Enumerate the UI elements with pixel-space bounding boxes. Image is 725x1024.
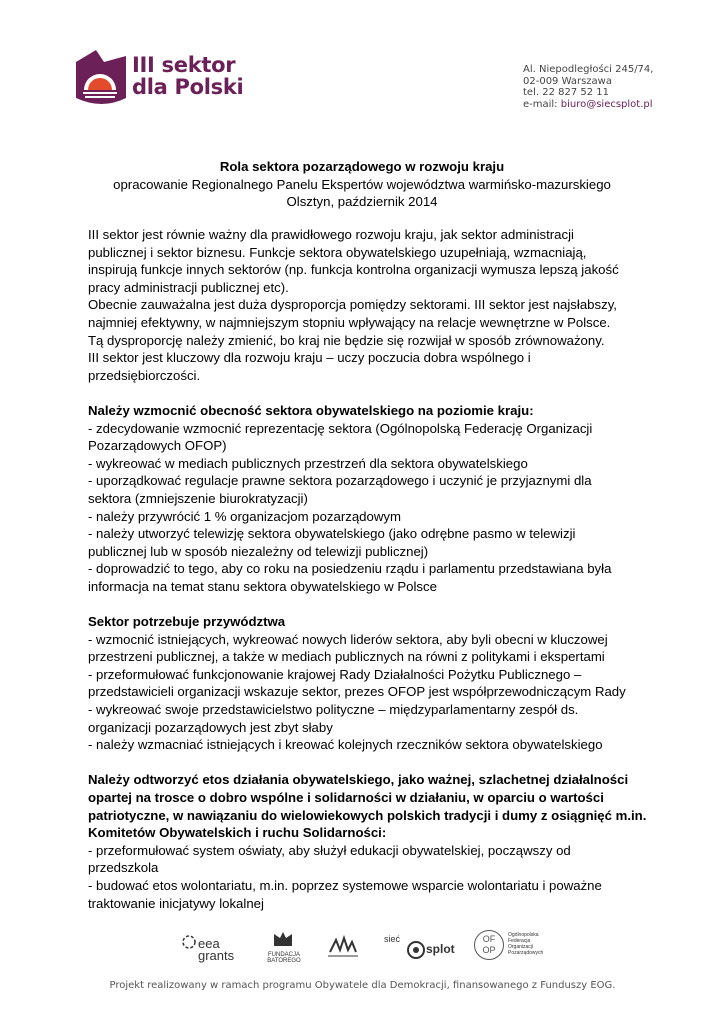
section-2-line: przestrzeni publicznej, a także w mediach publicznych na równi z politykami i ekspertami — [88, 649, 605, 665]
email-label: e-mail: — [523, 98, 561, 110]
section-1-line: publicznej lub w sposób niezależny od telewizji publicznej) — [88, 543, 429, 559]
section-3-line: - budować etos wolontariatu, m.in. poprzez systemowe wsparcie wolontariatu i poważne — [88, 877, 602, 893]
siec-splot-logo — [384, 928, 455, 970]
address-city: 02-009 Warszawa — [523, 75, 612, 87]
address-street: Al. Niepodległości 245/74, — [523, 64, 654, 75]
section-2-line: - wykreować swoje przedstawicielstwo polityczne – międzyparlamentarny zespół ds. — [88, 702, 579, 718]
solidarity-logo — [324, 928, 364, 970]
logo-line-2: dla Polski — [132, 75, 244, 99]
section-1-line: - należy przywrócić 1 % organizacjom pozarządowym — [88, 508, 401, 524]
section-3-line: traktowanie inicjatywy lokalnej — [88, 895, 264, 911]
batorego-text: BATOREGO — [267, 958, 301, 964]
section-3-heading: Komitetów Obywatelskich i ruchu Solidarności: — [88, 825, 387, 841]
ofop-letter: O — [482, 934, 490, 944]
ofop-text-line: Organizacji — [508, 944, 534, 950]
logo — [74, 48, 244, 110]
intro-line: III sektor jest kluczowy dla rozwoju kraju – uczy poczucia dobra wspólnego i — [88, 350, 531, 366]
intro-line: Obecnie zauważalna jest duża dysproporcja pomiędzy sektorami. III sektor jest najsłabszy, — [88, 297, 617, 313]
ofop-letter: P — [489, 945, 496, 955]
section-3-line: przedszkola — [88, 860, 159, 876]
document-subtitle: opracowanie Regionalnego Panelu Ekspertów województwa warmińsko-mazurskiego — [113, 176, 611, 192]
siec-text: sieć — [384, 934, 401, 944]
section-1-line: - doprowadzić to tego, aby co roku na posiedzeniu rządu i parlamentu przedstawiana była — [88, 561, 612, 577]
ofop-letter: F — [489, 934, 496, 944]
section-3-line: - przeformułować system oświaty, aby służył edukacji obywatelskiej, począwszy od — [88, 842, 571, 858]
intro-line: Tą dysproporcję należy zmienić, bo kraj nie będzie się rozwijał w sposób zrównoważony. — [88, 332, 605, 348]
splot-text: splot — [426, 942, 455, 956]
document-body — [88, 226, 648, 912]
email-link[interactable]: biuro@siecsplot.pl — [560, 98, 653, 110]
splot-emblem-icon — [406, 940, 426, 960]
hands-icon — [326, 932, 360, 960]
address-block — [523, 64, 653, 110]
intro-line: pracy administracji publicznej etc). — [88, 279, 289, 295]
ofop-logo — [474, 928, 574, 970]
eea-text: eea — [198, 936, 220, 951]
section-1-line: - wykreować w mediach publicznych przestrzeń dla sektora obywatelskiego — [88, 455, 528, 471]
address-email-row — [523, 99, 653, 111]
section-2-line: przedstawicieli organizacji wskazuje sektor, prezes OFOP jest współprzewodniczącym Rady — [88, 684, 626, 700]
sponsor-logos — [178, 928, 578, 970]
footer-note: Projekt realizowany w ramach programu Obywatele dla Demokracji, finansowanego z Funduszy EOG. — [109, 980, 616, 991]
section-1-line: - zdecydowanie wzmocnić reprezentację sektora (Ogólnopolską Federację Organizacji — [88, 420, 593, 436]
batory-emblem-icon — [272, 930, 294, 948]
grants-text: grants — [198, 948, 235, 963]
section-1-line: Pozarządowych OFOP) — [88, 438, 227, 454]
logo-line-1: III sektor — [132, 53, 236, 77]
document-place-date: Olsztyn, październik 2014 — [286, 194, 438, 209]
ofop-letter: O — [482, 945, 490, 955]
section-1-line: - uporządkować regulacje prawne sektora pozarządowego i uczynić je przyjaznymi dla — [88, 473, 592, 489]
section-1-line: - należy utworzyć telewizję sektora obywatelskiego (jako odrębne pasmo w telewizji — [88, 526, 576, 542]
eea-grants-logo — [178, 928, 238, 970]
intro-line: publicznej i sektor biznesu. Funkcje sektora obywatelskiego uzupełniają, wzmacniają, — [88, 244, 587, 260]
ofop-text-line: Ogólnopolska — [508, 932, 539, 938]
section-1-heading: Należy wzmocnić obecność sektora obywatelskiego na poziomie kraju: — [88, 402, 534, 418]
section-1-line: informacja na temat stanu sektora obywatelskiego w Polsce — [88, 578, 437, 594]
fundacja-batorego-logo — [264, 928, 304, 970]
section-2-heading: Sektor potrzebuje przywództwa — [88, 614, 286, 630]
logo-emblem-icon — [74, 48, 130, 110]
eea-emblem-icon — [182, 934, 196, 950]
section-2-line: - wzmocnić istniejących, wykreować nowych liderów sektora, aby byli obecni w kluczowej — [88, 631, 608, 647]
section-1-line: sektora (zmniejszenie biurokratyzacji) — [88, 490, 308, 506]
section-3-heading: opartej na trosce o dobro wspólne i solidarności w działaniu, w oparciu o wartości — [88, 790, 604, 805]
document-title: Rola sektora pozarządowego w rozwoju kraju — [219, 159, 505, 174]
title-block — [80, 158, 644, 211]
section-2-line: - należy wzmacniać istniejących i kreować kolejnych rzeczników sektora obywatelskiego — [88, 737, 603, 753]
intro-line: inspirują funkcje innych sektorów (np. funkcja kontrolna organizacji wymusza lepszą jakość — [88, 262, 619, 278]
intro-line: przedsiębiorczości. — [88, 367, 201, 383]
ofop-text-line: Federacja — [508, 938, 531, 944]
address-phone: tel. 22 827 52 11 — [523, 87, 610, 99]
section-2-line: organizacji pozarządowych jest zbyt słaby — [88, 719, 333, 735]
ofop-text-line: Pozarządowych — [508, 950, 544, 956]
intro-line: III sektor jest równie ważny dla prawidłowego rozwoju kraju, jak sektor administracji — [88, 227, 574, 242]
fundacja-text: FUNDACJA — [267, 952, 300, 958]
section-2-line: - przeformułować funkcjonowanie krajowej Rady Działalności Pożytku Publicznego – — [88, 666, 582, 682]
section-3-heading: patriotyczne, w nawiązaniu do wielowiekowych polskich tradycji i dumy z osiągnięć m.in. — [88, 807, 647, 823]
section-3-heading: Należy odtworzyć etos działania obywatelskiego, jako ważnej, szlachetnej działalności — [88, 772, 629, 788]
intro-line: najmniej efektywny, w najmniejszym stopniu wpływający na relacje wewnętrzne w Polsce. — [88, 314, 611, 330]
